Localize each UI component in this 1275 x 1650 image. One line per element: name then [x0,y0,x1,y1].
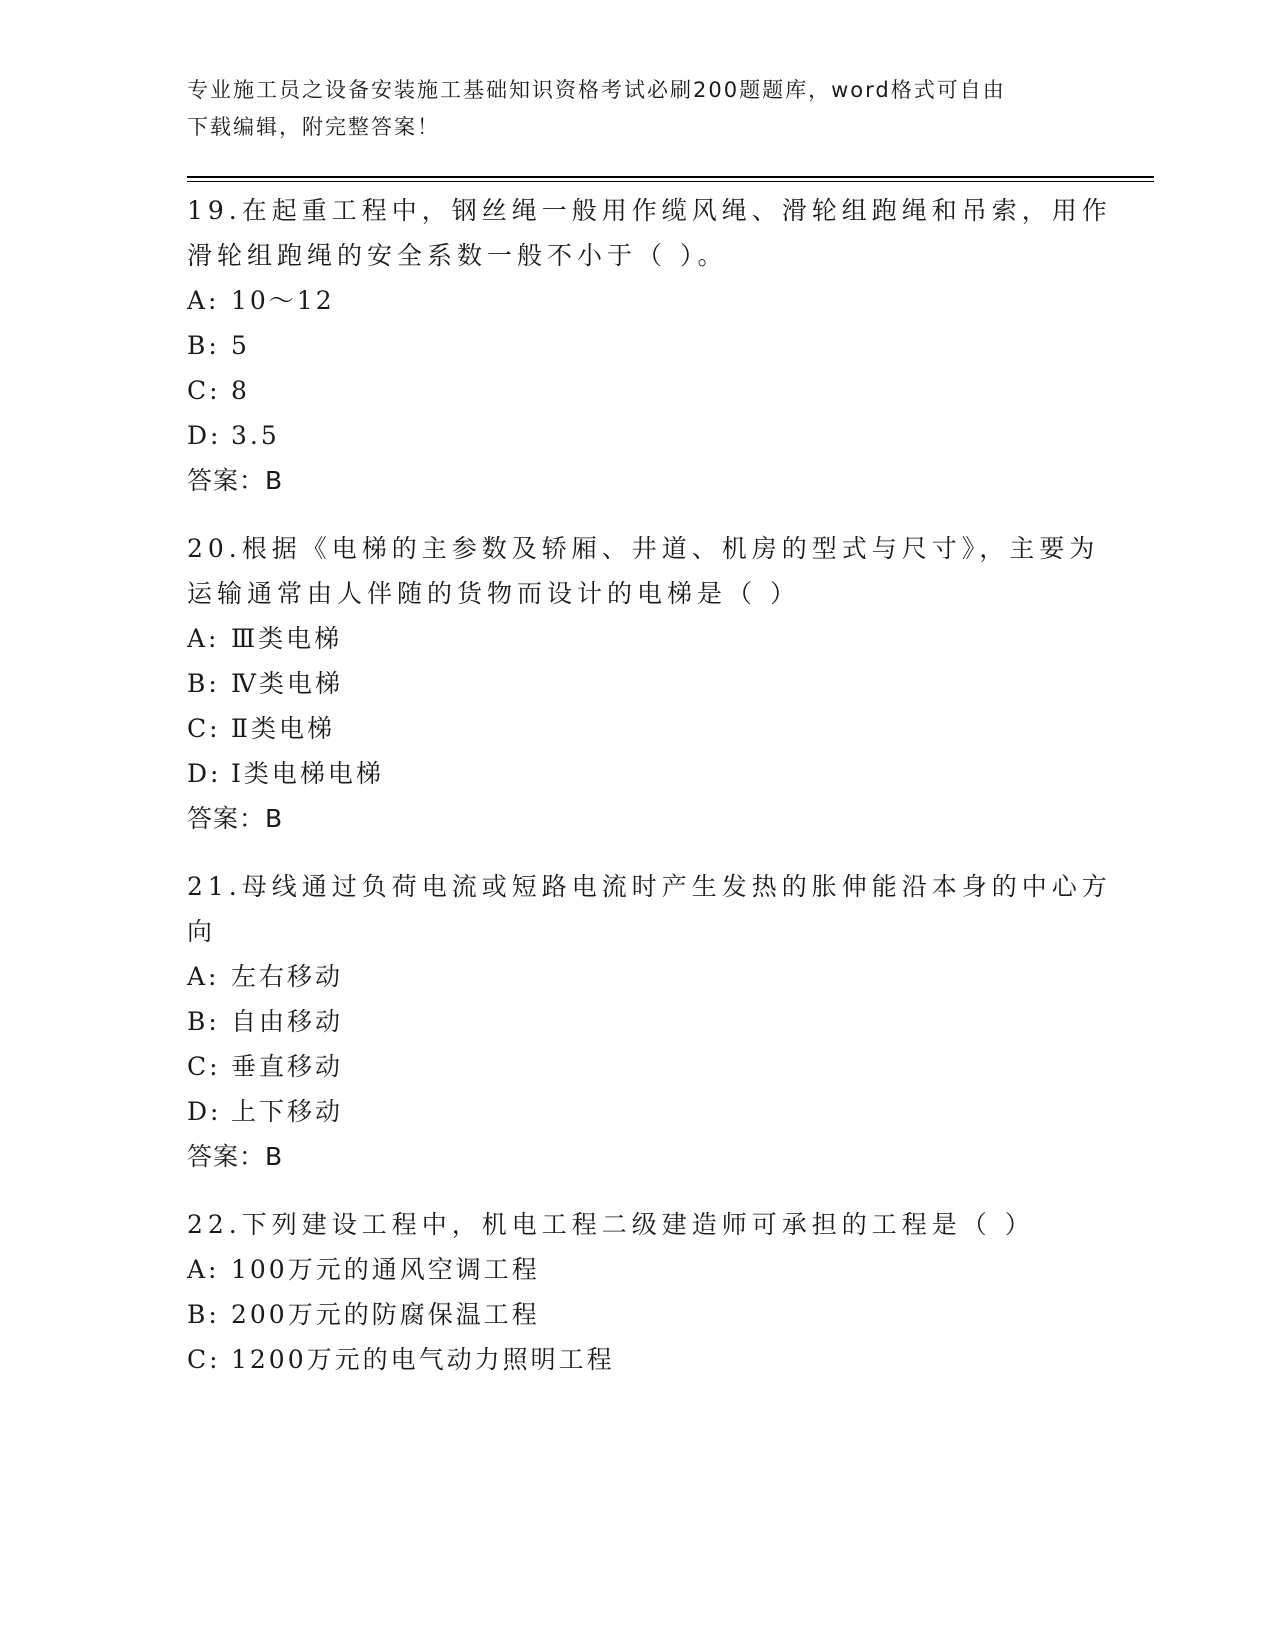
option-letter: C: [187,1052,221,1081]
option-text: 3.5 [231,421,280,450]
answer-line: 答案：B [187,804,284,833]
option-a [187,1247,1087,1292]
option-c [187,1337,1087,1382]
question-text [187,864,1112,954]
option-text: 200万元的防腐保温工程 [231,1300,540,1329]
option-letter: A: [187,624,220,653]
header-line-1: 专业施工员之设备安装施工基础知识资格考试必刷200题题库，word格式可自由 [187,78,1006,102]
option-text: 8 [231,376,250,405]
option-letter: B: [187,1007,220,1036]
question-19 [187,188,1112,503]
option-d [187,1089,1087,1134]
question-22 [187,1202,1087,1382]
option-c [187,706,1087,751]
option-text: 10～12 [231,286,335,315]
option-text: 100万元的通风空调工程 [231,1255,540,1284]
option-letter: C: [187,376,221,405]
option-text: Ⅱ类电梯 [231,714,335,743]
option-letter: D: [187,1097,222,1126]
header-rule-thin [187,181,1154,182]
option-a [187,278,1087,323]
option-text: 5 [231,331,250,360]
option-a [187,616,1087,661]
option-letter: B: [187,669,220,698]
option-d [187,413,1087,458]
option-text: 上下移动 [231,1097,344,1126]
header-rule-thick [187,176,1154,178]
option-text: Ⅰ类电梯电梯 [231,759,384,788]
option-letter: B: [187,1300,220,1329]
option-letter: A: [187,1255,220,1284]
question-text-line: 19.在起重工程中，钢丝绳一般用作缆风绳、滑轮组跑绳和吊索，用作 [187,196,1112,225]
option-text: Ⅲ类电梯 [231,624,343,653]
question-20 [187,526,1100,841]
option-text: 自由移动 [231,1007,344,1036]
option-c [187,1044,1087,1089]
option-d [187,751,1087,796]
option-letter: D: [187,759,222,788]
option-b [187,1292,1087,1337]
option-letter: A: [187,962,220,991]
question-text-line: 21.母线通过负荷电流或短路电流时产生发热的胀伸能沿本身的中心方 [187,872,1112,901]
header-line-2: 下载编辑，附完整答案！ [187,115,440,139]
option-text: 1200万元的电气动力照明工程 [231,1345,615,1374]
question-text-line: 滑轮组跑绳的安全系数一般不小于（ ）。 [187,241,728,270]
option-text: 左右移动 [231,962,344,991]
answer-line: 答案：B [187,1142,284,1171]
question-21 [187,864,1112,1179]
option-b [187,999,1087,1044]
option-text: 垂直移动 [231,1052,344,1081]
question-text-line: 向 [187,917,218,946]
question-text [187,1202,1087,1247]
option-letter: B: [187,331,220,360]
option-b [187,323,1087,368]
question-text [187,188,1112,278]
question-text-line: 20.根据《电梯的主参数及轿厢、井道、机房的型式与尺寸》，主要为 [187,534,1100,563]
option-text: Ⅳ类电梯 [231,669,343,698]
option-letter: C: [187,714,221,743]
question-text [187,526,1100,616]
option-b [187,661,1087,706]
option-c [187,368,1087,413]
question-text-line: 运输通常由人伴随的货物而设计的电梯是（ ） [187,579,800,608]
document-header [187,72,1077,146]
option-a [187,954,1087,999]
question-list [187,188,1112,1405]
option-letter: C: [187,1345,221,1374]
answer-line: 答案：B [187,466,284,495]
question-text-line: 22.下列建设工程中，机电工程二级建造师可承担的工程是（ ） [187,1210,1035,1239]
option-letter: D: [187,421,222,450]
option-letter: A: [187,286,220,315]
